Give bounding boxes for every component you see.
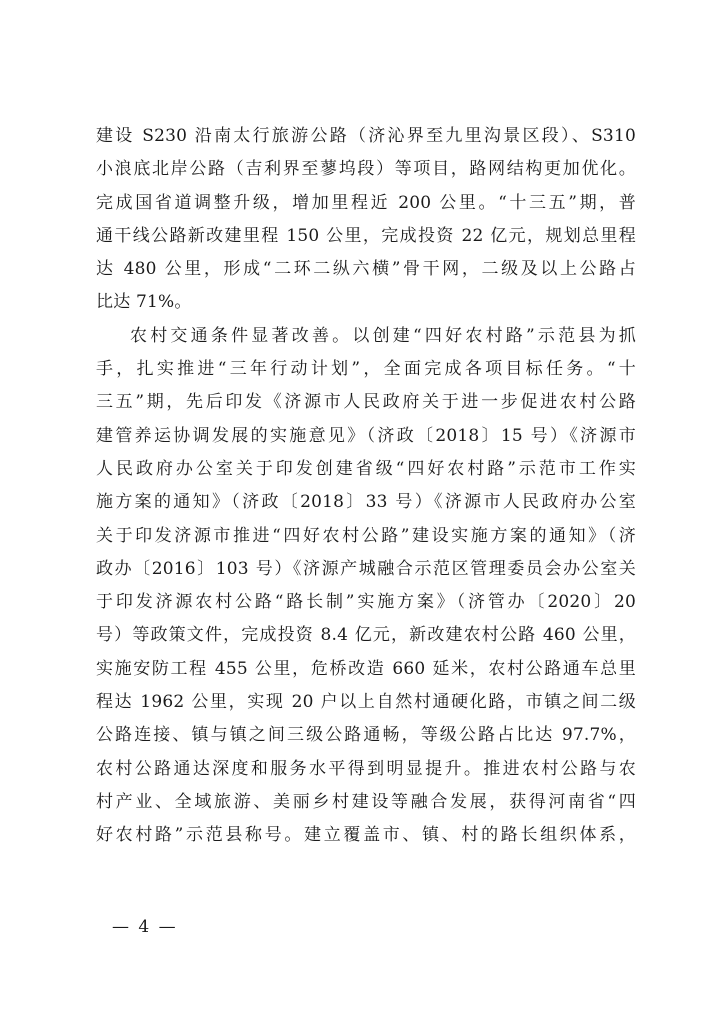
paragraph2-line-8: 政办〔2016〕103 号）《济源产城融合示范区管理委员会办公室关 [96,558,636,579]
paragraph2-line-14: 农村公路通达深度和服务水平得到明显提升。推进农村公路与农 [96,758,636,779]
paragraph1-line-3: 完成国省道调整升级，增加里程近 200 公里。“十三五”期，普 [96,192,636,213]
page-number: — 4 — [112,917,178,937]
paragraph2-line-16: 好农村路”示范县称号。建立覆盖市、镇、村的路长组织体系， [96,825,636,846]
paragraph2-line-12: 程达 1962 公里，实现 20 户以上自然村通硬化路，市镇之间二级 [96,692,636,713]
body-text [96,120,636,853]
paragraph2-line-5: 人民政府办公室关于印发创建省级“四好农村路”示范市工作实 [96,458,636,479]
paragraph1-line-6: 比达 71%。 [96,292,192,313]
paragraph2-line-4: 建管养运协调发展的实施意见》（济政〔2018〕15 号）《济源市 [96,425,636,446]
paragraph2-line-15: 村产业、全域旅游、美丽乡村建设等融合发展，获得河南省“四 [96,791,636,812]
paragraph2-line-2: 手，扎实推进“三年行动计划”，全面完成各项目标任务。“十 [96,359,636,380]
paragraph2-line-1: 农村交通条件显著改善。以创建“四好农村路”示范县为抓 [130,325,636,346]
paragraph2-line-9: 于印发济源农村公路“路长制”实施方案》（济管办〔2020〕20 [96,592,636,613]
paragraph2-line-13: 公路连接、镇与镇之间三级公路通畅，等级公路占比达 97.7%， [96,725,636,746]
paragraph1-line-4: 通干线公路新改建里程 150 公里，完成投资 22 亿元，规划总里程 [96,225,636,246]
paragraph2-line-11: 实施安防工程 455 公里，危桥改造 660 延米，农村公路通车总里 [96,658,636,679]
paragraph1-line-2: 小浪底北岸公路（吉利界至蓼坞段）等项目，路网结构更加优化。 [96,159,636,180]
paragraph2-line-7: 关于印发济源市推进“四好农村公路”建设实施方案的通知》（济 [96,525,636,546]
paragraph2-line-3: 三五”期，先后印发《济源市人民政府关于进一步促进农村公路 [96,392,636,413]
paragraph1-line-5: 达 480 公里，形成“二环二纵六横”骨干网，二级及以上公路占 [96,259,636,280]
paragraph2-line-6: 施方案的通知》（济政〔2018〕33 号）《济源市人民政府办公室 [96,492,636,513]
paragraph1-line-1: 建设 S230 沿南太行旅游公路（济沁界至九里沟景区段）、S310 [96,126,636,146]
paragraph2-line-10: 号）等政策文件，完成投资 8.4 亿元，新改建农村公路 460 公里， [96,625,636,646]
